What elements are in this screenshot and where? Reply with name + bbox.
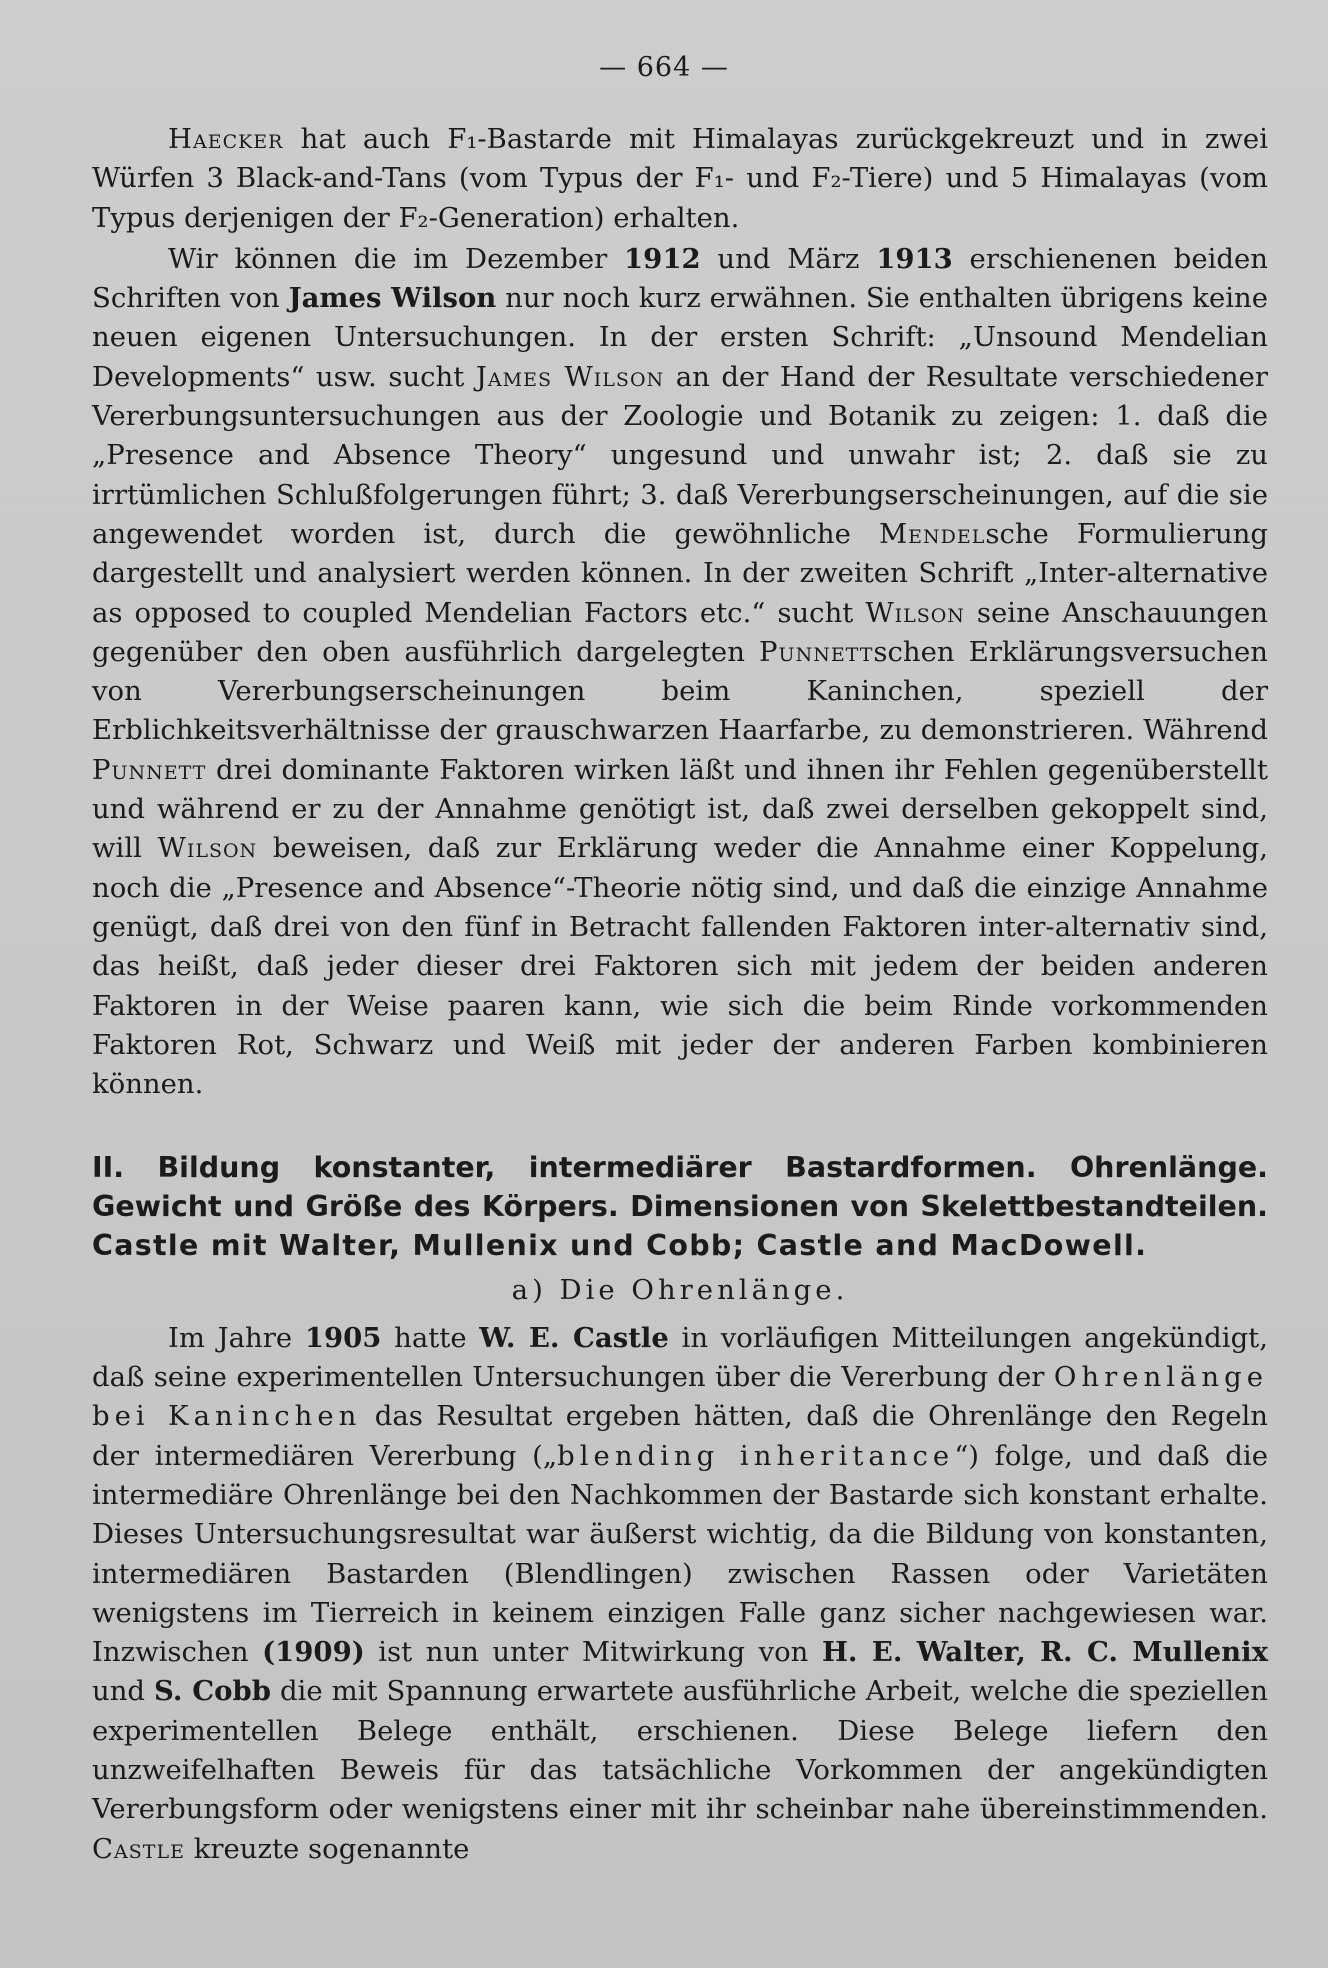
text-run: an der Hand der Resultate verschiedener Vererbungsuntersuchungen aus der Zoologie und Botanik zu zeigen: 1. daß die „Presence and Absence Theory“ ungesund und unwahr ist; 2. daß sie zu irrtümlichen Schlußfolgerungen führt; 3. daß Vererbungserscheinungen, auf die sie angewendet worden ist, durch die gewöhnliche [92, 360, 1268, 550]
year: 1905 [304, 1321, 382, 1354]
paragraph-castle [92, 1319, 1268, 1869]
text-run: hatte [394, 1321, 467, 1354]
text-run: Wir können die im Dezember [168, 242, 608, 275]
author-name: W. E. Castle [479, 1321, 669, 1354]
text-run: und [92, 1675, 146, 1708]
author-name: H. E. Walter, R. C. Mullenix [821, 1636, 1268, 1669]
text-run: in vorläufigen Mitteilungen angekündigt, daß seine experimentellen Untersuchungen über die Vererbung der [92, 1321, 1268, 1394]
paragraph-wilson [92, 240, 1268, 1105]
text-run: beweisen, daß zur Erklärung weder die Annahme einer Koppelung, noch die „Presence and Absence“-Theorie nötig sind, und daß die einzige Annahme genügt, daß drei von den fünf in Betracht fallenden Faktoren inter-alternativ sind, das heißt, daß jeder dieser drei Faktoren sich mit jedem der beiden anderen Faktoren in der Weise paaren kann, wie sich die beim Rinde vorkommenden Faktoren Rot, Schwarz und Weiß mit jeder der anderen Farben kombinieren können. [92, 832, 1269, 1101]
text-run: “) folge, und daß die intermediäre Ohrenlänge bei den Nachkommen der Bastarde sich konstant erhalte. Dieses Untersuchungsresultat war äußerst wichtig, da die Bildung von konstanten, intermediären Bastarden (Blendlingen) zwischen Rassen oder Varietäten wenigstens im Tierreich in keinem einzigen Falle ganz sicher nachgewiesen war. Inzwischen [92, 1439, 1268, 1669]
author-name: James Wilson [288, 282, 497, 315]
subsection-heading: a) Die Ohrenlänge. [511, 1274, 849, 1307]
text-run: seine Anschauungen gegenüber den oben ausführlich dargelegten [92, 596, 1268, 668]
spaced-emphasis: Ohrenlänge bei Kaninchen [92, 1361, 1268, 1433]
author-name: Mendel [878, 517, 986, 550]
spaced-emphasis: blending inheritance [557, 1439, 955, 1472]
text-run: drei dominante Faktoren wirken läßt und ihnen ihr Fehlen gegenüberstellt und während er zu der Annahme genötigt ist, daß zwei derselben gekoppelt sind, will [92, 753, 1268, 865]
paragraph-haecker [92, 120, 1268, 238]
author-name: James Wilson [475, 360, 665, 393]
text-run: schen Erklärungsversuchen von Vererbungserscheinungen beim Kaninchen, speziell der Erblichkeitsverhältnisse der grauschwarzen Haarfarbe, zu demonstrieren. Während [92, 635, 1268, 747]
author-name: Wilson [865, 596, 965, 629]
text-run: und März [717, 242, 860, 275]
author-name: Punnett [92, 753, 207, 786]
author-name: Castle [92, 1832, 185, 1865]
text-run: sche Formulierung dargestellt und analysiert werden können. In der zweiten Schrift „Inter-alternative as opposed to coupled Mendelian Factors etc.“ sucht [92, 517, 1268, 629]
text-run: Im Jahre [168, 1321, 293, 1354]
author-name: Punnett [759, 635, 874, 668]
body-text [92, 120, 1268, 1869]
text-run: ist nun unter Mitwirkung von [378, 1636, 809, 1669]
author-name: S. Cobb [154, 1675, 271, 1708]
section-title: II. Bildung konstanter, intermediärer Bastardformen. Ohrenlänge. Gewicht und Größe des Körpers. Dimensionen von Skelettbestandteilen. [92, 1151, 1268, 1224]
year: (1909) [262, 1636, 365, 1669]
author-name: Wilson [157, 832, 258, 865]
text-run: das Resultat ergeben hätten, daß die Ohrenlänge den Regeln der intermediären Vererbung („ [92, 1400, 1268, 1472]
text-run: kreuzte sogenannte [193, 1832, 470, 1865]
text-run: die mit Spannung erwartete ausführliche Arbeit, welche die speziellen experimentellen Belege enthält, erschienen. Diese Belege liefern den unzweifelhaften Beweis für das tatsächliche Vorkommen der angekündigten Vererbungsform oder wenigstens einer mit ihr scheinbar nahe übereinstimmenden. [92, 1675, 1268, 1826]
author-name: Haecker [168, 123, 284, 155]
section-heading [92, 1148, 1268, 1265]
text-run: nur noch kurz erwähnen. Sie enthalten übrigens keine neuen eigenen Untersuchungen. In der ersten Schrift: „Unsound Mendelian Developments“ usw. sucht [92, 282, 1268, 393]
page-number-header: — 664 — [599, 52, 729, 83]
paragraph-text: hat auch F₁-Bastarde mit Himalayas zurückgekreuzt und in zwei Würfen 3 Black-and-Tans (vom Typus der F₁- und F₂-Tiere) und 5 Himalayas (vom Typus derjenigen der F₂-Generation) erhalten. [92, 123, 1268, 234]
year: 1913 [876, 242, 953, 275]
section-authors: Castle mit Walter, Mullenix und Cobb; Castle and MacDowell. [92, 1229, 1148, 1263]
year: 1912 [624, 242, 701, 275]
text-run: erschienenen beiden Schriften von [92, 242, 1268, 315]
